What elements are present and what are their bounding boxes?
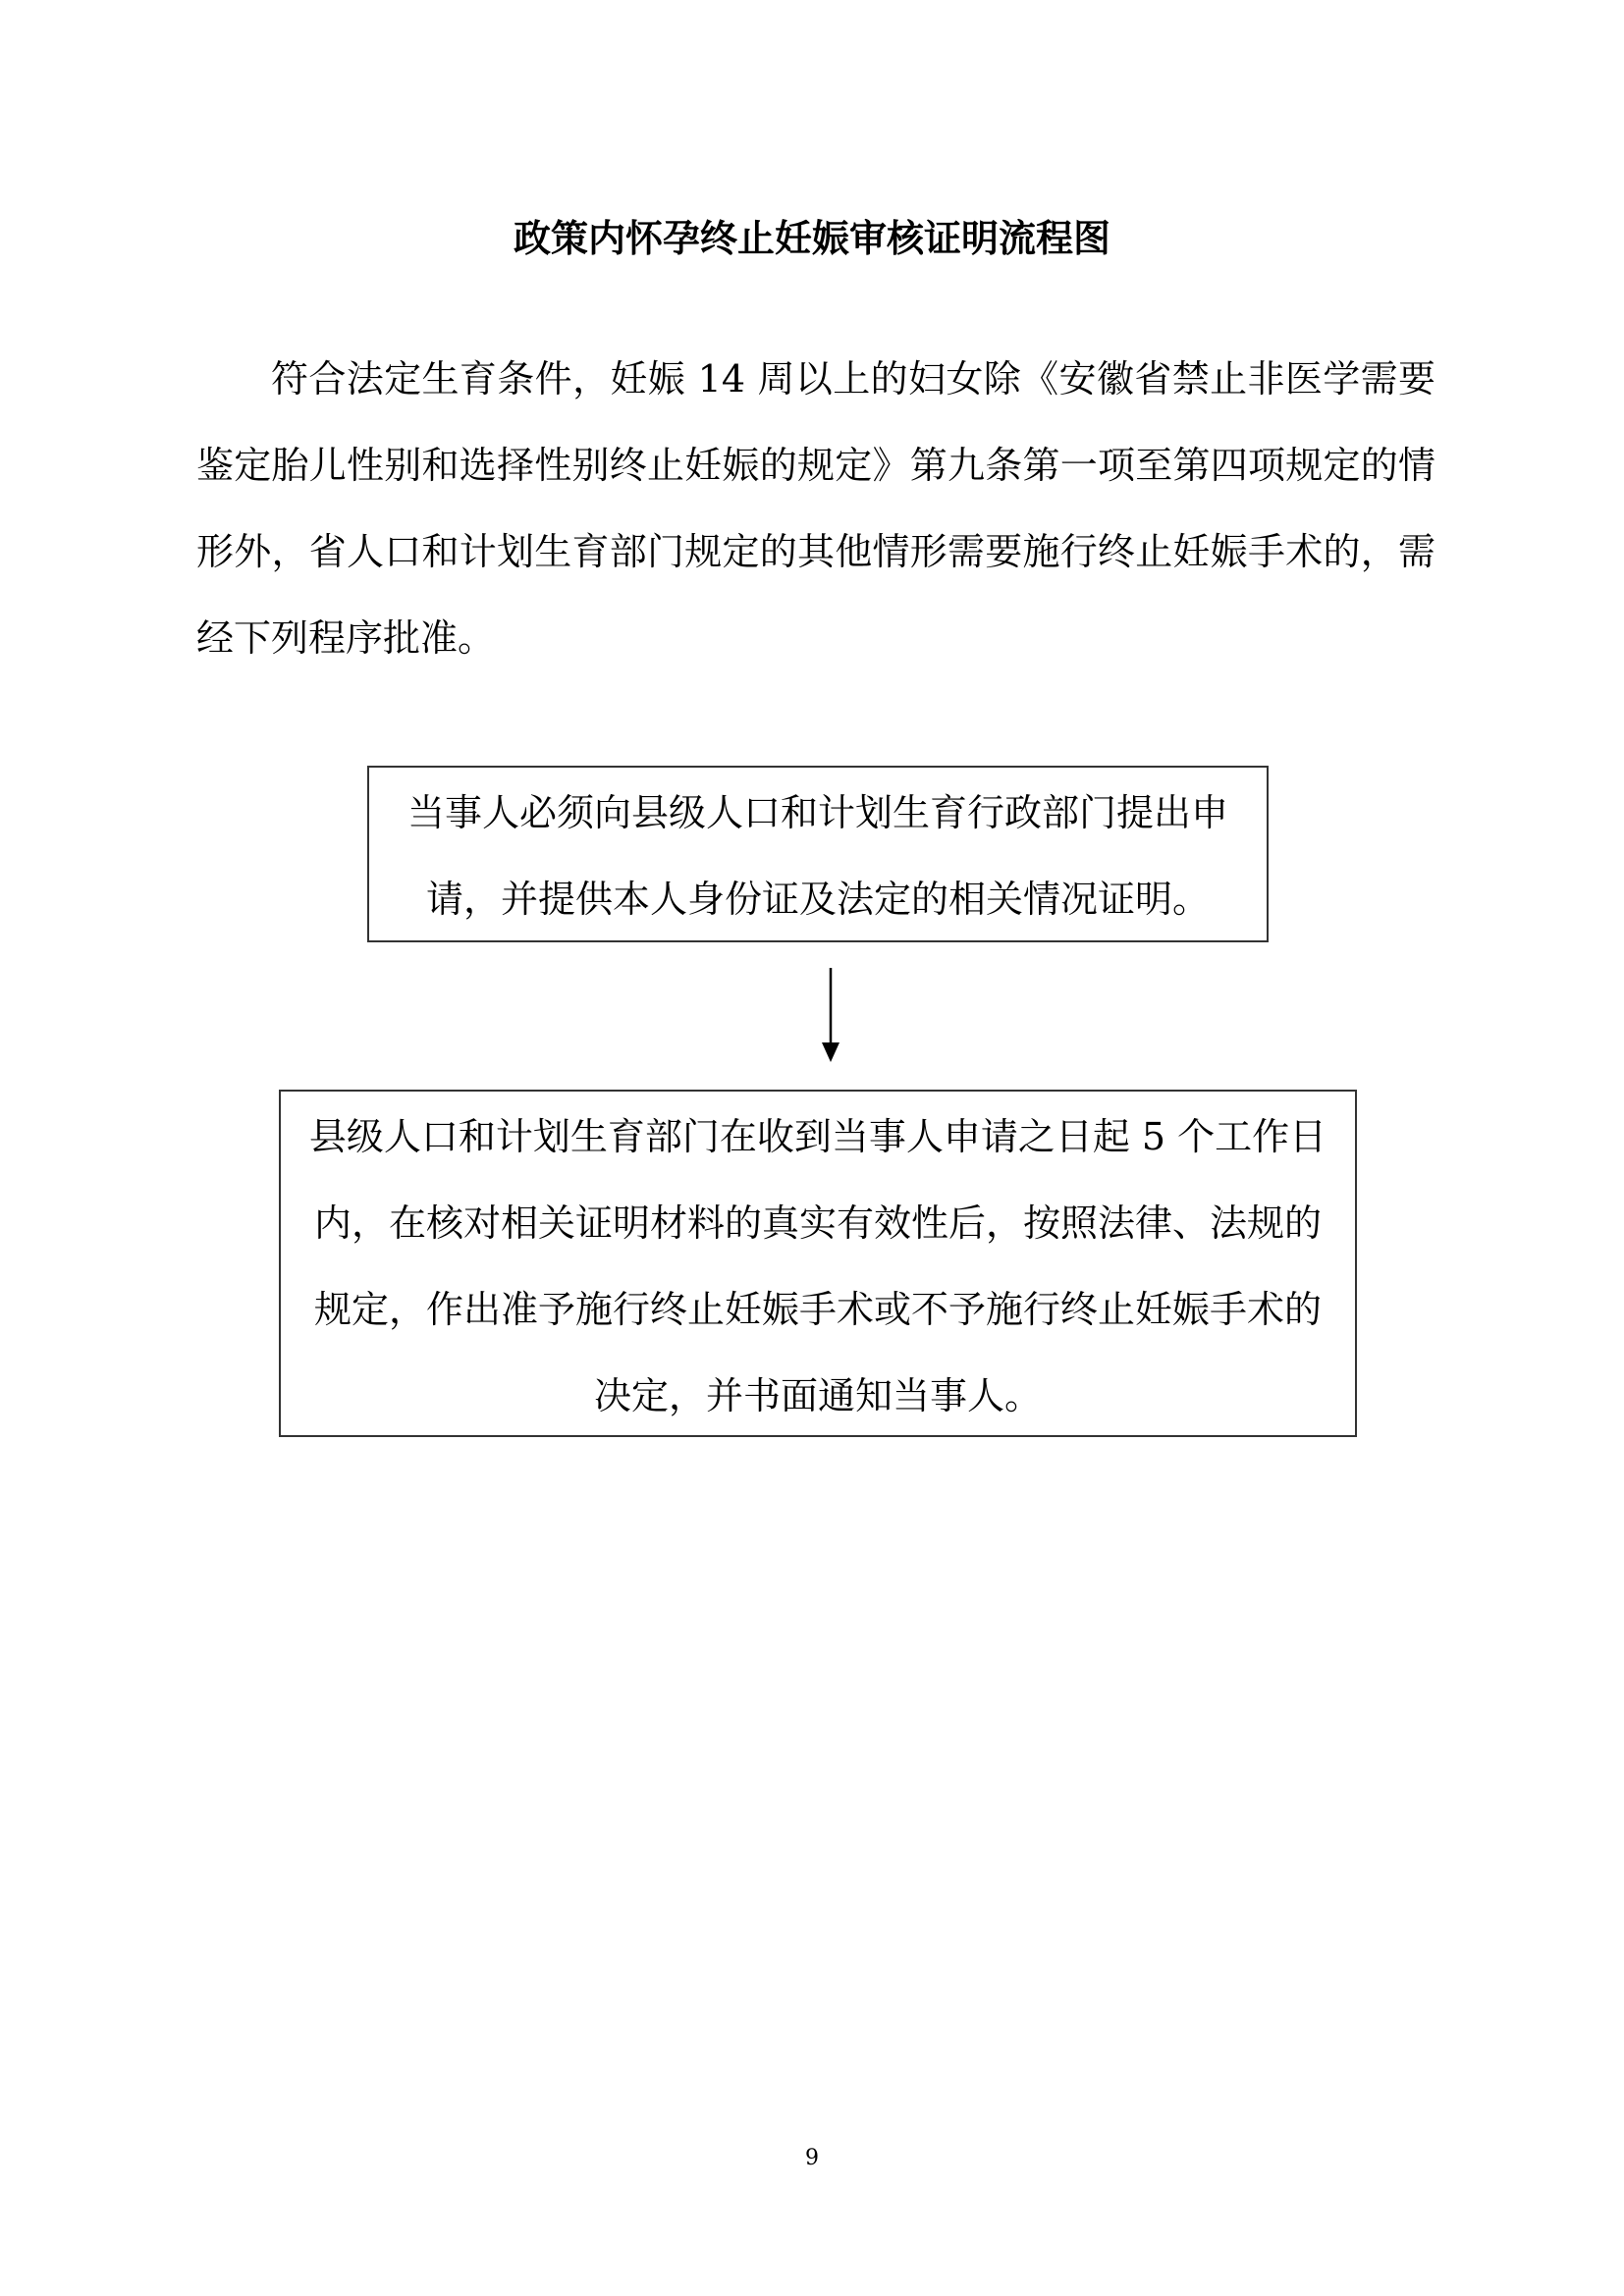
down-arrow-icon: [811, 968, 850, 1062]
flow-step-1-text: 当事人必须向县级人口和计划生育行政部门提出申请，并提供本人身份证及法定的相关情况证明。: [406, 791, 1228, 921]
flow-step-2-box: [279, 1090, 1357, 1437]
intro-paragraph: 符合法定生育条件，妊娠 14 周以上的妇女除《安徽省禁止非医学需要鉴定胎儿性别和选择性别终止妊娠的规定》第九条第一项至第四项规定的情形外，省人口和计划生育部门规定的其他情形需要施行终止妊娠手术的，需经下列程序批准。: [196, 357, 1435, 660]
flow-step-2-text: 县级人口和计划生育部门在收到当事人申请之日起 5 个工作日内，在核对相关证明材料的真实有效性后，按照法律、法规的规定，作出准予施行终止妊娠手术或不予施行终止妊娠手术的决定，并书面通知当事人。: [308, 1115, 1327, 1417]
flow-step-1-box: [367, 766, 1269, 942]
page-title: 政策内怀孕终止妊娠审核证明流程图: [513, 216, 1110, 260]
page-number: 9: [805, 2146, 819, 2170]
